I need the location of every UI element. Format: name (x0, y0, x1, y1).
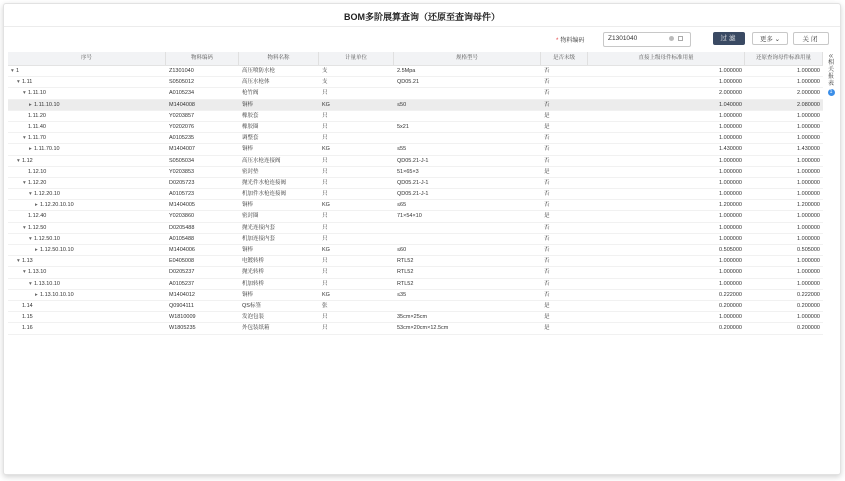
seq-text: 1.12.40 (28, 213, 47, 220)
cell-name: 机加转桥 (242, 280, 265, 287)
table-row[interactable] (8, 200, 823, 211)
expand-down-icon[interactable]: ▾ (17, 157, 20, 164)
cell-qty-parent: 1.000000 (719, 191, 742, 198)
cell-qty-parent: 1.000000 (719, 314, 742, 321)
cell-leaf: 是 (544, 112, 550, 119)
cell-spec (394, 234, 541, 244)
cell-qty-parent: 1.000000 (719, 112, 742, 119)
cell-seq (8, 234, 166, 244)
cell-qty-root: 1.000000 (797, 112, 820, 119)
cell-code: W1805235 (169, 325, 196, 332)
table-row[interactable] (8, 156, 823, 167)
cell-qty-parent: 1.000000 (719, 157, 742, 164)
cell-leaf: 否 (544, 291, 550, 298)
cell-name: 铜棒 (242, 101, 254, 108)
cell-seq (8, 77, 166, 87)
bom-query-window (3, 3, 841, 475)
cell-leaf: 否 (544, 68, 550, 74)
cell-code: Y0202076 (169, 123, 195, 130)
seq-text: 1.11 (22, 79, 33, 86)
cell-qty-parent: 0.505000 (719, 247, 742, 253)
header-col-seq[interactable]: 序号 (8, 52, 166, 65)
cell-code: A0105723 (169, 191, 195, 198)
cell-qty-root: 1.000000 (797, 269, 820, 276)
cell-unit: 只 (322, 213, 328, 220)
cell-name: 橡胶圈 (242, 123, 259, 130)
cell-leaf: 否 (544, 247, 550, 253)
cell-spec: QD05.21 (397, 79, 420, 86)
cell-unit: KG (322, 202, 330, 209)
cell-seq (8, 156, 166, 166)
cell-unit: 只 (322, 314, 328, 321)
cell-code: M1404005 (169, 202, 195, 209)
seq-text: 1.13.10.10 (34, 280, 60, 287)
seq-text: 1.12 (22, 157, 33, 164)
cell-qty-root: 1.000000 (797, 258, 820, 265)
cell-qty-parent: 1.430000 (719, 146, 742, 153)
grid-header (8, 52, 823, 66)
cell-spec: 2.5Mpa (397, 68, 416, 74)
table-row[interactable] (8, 88, 823, 99)
cell-seq (8, 66, 166, 76)
cell-qty-root: 1.000000 (797, 191, 820, 198)
cell-leaf: 否 (544, 146, 550, 153)
cell-qty-root: 1.000000 (797, 68, 820, 74)
cell-leaf: 否 (544, 135, 550, 142)
header-col-spec[interactable]: 规格型号 (394, 52, 541, 65)
cell-qty-root: 1.000000 (797, 179, 820, 186)
cell-code: S0505012 (169, 79, 195, 86)
cell-spec (394, 133, 541, 143)
cell-seq (8, 200, 166, 210)
collapse-left-icon[interactable]: « (828, 51, 834, 60)
cell-leaf: 否 (544, 191, 550, 198)
cell-qty-root: 1.000000 (797, 79, 820, 86)
table-row[interactable] (8, 77, 823, 88)
cell-unit: 只 (322, 112, 328, 119)
cell-unit: KG (322, 101, 330, 108)
expand-right-icon[interactable]: ▸ (29, 146, 32, 153)
cell-seq (8, 111, 166, 121)
cell-spec: ≤60 (397, 247, 407, 253)
cell-code: Y0203857 (169, 112, 195, 119)
cell-spec: ≤35 (397, 291, 407, 298)
related-reports-char: 相 (827, 60, 834, 66)
seq-text: 1.11.70 (28, 135, 46, 142)
seq-text: 1.11.20 (28, 112, 46, 119)
cell-name: 机加连接内套 (242, 235, 276, 242)
cell-spec: 5x21 (397, 123, 409, 130)
cell-qty-parent: 1.000000 (719, 235, 742, 242)
cell-code: D0205488 (169, 224, 195, 231)
cell-name: 高压喷防水枪 (242, 68, 276, 74)
header-col-unit[interactable]: 计量单位 (319, 52, 394, 65)
cell-name: 铜棒 (242, 291, 254, 298)
cell-spec: RTL52 (397, 280, 414, 287)
cell-unit: 只 (322, 258, 328, 265)
seq-text: 1.13.10 (28, 269, 47, 276)
seq-text: 1.11.40 (28, 123, 46, 130)
cell-unit: 只 (322, 325, 328, 332)
seq-text: 1.12.20.10 (34, 191, 60, 198)
seq-text: 1.13 (22, 258, 33, 265)
cell-spec: QD05.21-J-1 (397, 179, 429, 186)
expand-down-icon[interactable]: ▾ (23, 135, 26, 142)
cell-name: 机加件水枪连接阀 (242, 191, 287, 198)
cell-leaf: 否 (544, 258, 550, 265)
cell-seq (8, 279, 166, 289)
cell-qty-parent: 1.000000 (719, 258, 742, 265)
cell-code: A0105234 (169, 90, 195, 97)
cell-leaf: 否 (544, 224, 550, 231)
cell-qty-parent: 1.000000 (719, 280, 742, 287)
cell-seq (8, 178, 166, 188)
cell-leaf: 否 (544, 90, 550, 97)
cell-qty-parent: 1.000000 (719, 269, 742, 276)
expand-down-icon[interactable]: ▾ (17, 258, 20, 265)
cell-qty-root: 1.000000 (797, 157, 820, 164)
lookup-icon[interactable] (678, 36, 683, 41)
cell-unit: 只 (322, 191, 328, 198)
related-reports-badge: 1 (828, 89, 835, 96)
seq-text: 1.12.50 (28, 224, 47, 231)
cell-qty-root: 1.430000 (797, 146, 820, 153)
cell-spec: 53cm×20cm×12.5cm (397, 325, 449, 332)
table-row[interactable] (8, 223, 823, 234)
cell-name: 铜棒 (242, 202, 254, 209)
cell-qty-parent: 0.200000 (719, 325, 742, 332)
seq-text: 1.12.50.10 (34, 235, 60, 242)
table-row[interactable] (8, 234, 823, 245)
cell-name: 铜棒 (242, 146, 254, 153)
expand-down-icon[interactable]: ▾ (29, 280, 32, 287)
cell-unit: 只 (322, 168, 328, 175)
cell-qty-root: 1.000000 (797, 123, 820, 130)
cell-leaf: 是 (544, 325, 550, 332)
cell-unit: KG (322, 247, 330, 253)
cell-spec (394, 111, 541, 121)
cell-name: 密封圈 (242, 213, 259, 220)
cell-qty-parent: 0.200000 (719, 302, 742, 309)
cell-name: 枪竹阀 (242, 90, 259, 97)
cell-qty-root: 1.000000 (797, 235, 820, 242)
table-row[interactable] (8, 167, 823, 178)
title-divider (4, 26, 840, 27)
cell-qty-parent: 2.000000 (719, 90, 742, 97)
cell-code: A0105235 (169, 135, 195, 142)
table-row[interactable] (8, 256, 823, 267)
cell-code: W1810009 (169, 314, 196, 321)
table-row[interactable] (8, 279, 823, 290)
expand-down-icon[interactable]: ▾ (23, 224, 26, 231)
cell-spec: QD05.21-J-1 (397, 191, 429, 198)
cell-name: 高压水枪体 (242, 79, 270, 86)
table-row[interactable] (8, 111, 823, 122)
cell-seq (8, 144, 166, 154)
related-reports-panel[interactable] (824, 52, 838, 112)
cell-name: 调整套 (242, 135, 259, 142)
cell-spec: 71×54×10 (397, 213, 422, 220)
cell-qty-root: 1.000000 (797, 213, 820, 220)
cell-seq (8, 167, 166, 177)
seq-text: 1.11.10 (28, 90, 46, 97)
cell-qty-parent: 1.040000 (719, 101, 742, 108)
cell-qty-root: 2.000000 (797, 90, 820, 97)
seq-text: 1.11.70.10 (34, 146, 60, 153)
cell-unit: 只 (322, 90, 328, 97)
table-row[interactable] (8, 178, 823, 189)
seq-text: 1.12.10 (28, 168, 47, 175)
table-row[interactable] (8, 211, 823, 222)
cell-unit: 只 (322, 179, 328, 186)
cell-qty-parent: 1.000000 (719, 179, 742, 186)
table-row[interactable] (8, 323, 823, 334)
seq-text: 1.12.50.10.10 (40, 247, 74, 253)
cell-seq (8, 100, 166, 110)
cell-unit: 只 (322, 224, 328, 231)
cell-qty-root: 0.222000 (797, 291, 820, 298)
related-reports-char: 关 (827, 67, 834, 73)
table-row[interactable] (8, 144, 823, 155)
material-code-label (556, 35, 584, 44)
cell-qty-root: 1.000000 (797, 280, 820, 287)
cell-qty-parent: 1.000000 (719, 135, 742, 142)
filter-button[interactable]: 过滤 (713, 32, 745, 45)
cell-seq (8, 211, 166, 221)
cell-leaf: 否 (544, 280, 550, 287)
cell-code: D0205723 (169, 179, 195, 186)
cell-name: 橡胶套 (242, 112, 259, 119)
cell-unit: 支 (322, 79, 328, 86)
expand-right-icon[interactable]: ▸ (35, 291, 38, 298)
cell-spec (394, 88, 541, 98)
cell-code: S0505034 (169, 157, 195, 164)
cell-name: 铜棒 (242, 247, 254, 253)
cell-seq (8, 223, 166, 233)
cell-code: M1404006 (169, 247, 195, 253)
cell-spec: ≤50 (397, 101, 407, 108)
cell-seq (8, 133, 166, 143)
cell-code: M1404008 (169, 101, 195, 108)
seq-text: 1.13.10.10.10 (40, 291, 74, 298)
cell-name: 外包装纸箱 (242, 325, 270, 332)
cell-spec: QD05.21-J-1 (397, 157, 429, 164)
cell-leaf: 是 (544, 168, 550, 175)
expand-down-icon[interactable]: ▾ (23, 179, 26, 186)
cell-qty-root: 1.200000 (797, 202, 820, 209)
cell-seq (8, 301, 166, 311)
cell-leaf: 是 (544, 123, 550, 130)
seq-text: 1 (16, 68, 20, 74)
material-code-value: Z1301040 (608, 35, 638, 42)
cell-name: 抛光连接内套 (242, 224, 276, 231)
cell-qty-parent: 1.000000 (719, 123, 742, 130)
expand-right-icon[interactable]: ▸ (29, 101, 32, 108)
cell-qty-root: 1.000000 (797, 168, 820, 175)
cell-name: 发泡包装 (242, 314, 265, 321)
material-code-input[interactable] (603, 32, 691, 47)
seq-text: 1.15 (22, 314, 33, 321)
cell-spec: RTL52 (397, 258, 414, 265)
cell-qty-root: 0.200000 (797, 302, 820, 309)
more-button-label: 更多 (759, 36, 773, 43)
table-row[interactable] (8, 189, 823, 200)
cell-leaf: 是 (544, 314, 550, 321)
cell-unit: 张 (322, 302, 328, 309)
cell-seq (8, 122, 166, 132)
cell-leaf: 否 (544, 101, 550, 108)
table-row[interactable] (8, 245, 823, 256)
cell-unit: 支 (322, 68, 328, 74)
expand-down-icon[interactable]: ▾ (23, 269, 26, 276)
expand-down-icon[interactable]: ▾ (29, 235, 32, 242)
cell-qty-parent: 1.000000 (719, 168, 742, 175)
cell-spec: RTL52 (397, 269, 414, 276)
cell-name: 抛光转桥 (242, 269, 265, 276)
cell-qty-parent: 1.200000 (719, 202, 742, 209)
expand-down-icon[interactable]: ▾ (23, 90, 26, 97)
cell-code: Z1301040 (169, 68, 194, 74)
cell-code: M1404012 (169, 291, 195, 298)
material-code-label-text: 物料编码 (560, 38, 585, 44)
table-row[interactable] (8, 133, 823, 144)
header-col-code[interactable]: 物料编码 (166, 52, 239, 65)
header-col-name[interactable]: 物料名称 (239, 52, 319, 65)
header-col-qty-root[interactable]: 还原查询母件标准用量 (745, 52, 823, 65)
cell-code: E0405008 (169, 258, 195, 265)
cell-qty-root: 1.000000 (797, 224, 820, 231)
clear-icon[interactable] (669, 36, 674, 41)
cell-qty-parent: 1.000000 (719, 79, 742, 86)
table-row[interactable] (8, 312, 823, 323)
cell-seq (8, 323, 166, 333)
cell-spec: ≤65 (397, 202, 407, 209)
cell-qty-root: 0.505000 (797, 247, 820, 253)
cell-code: D0205237 (169, 269, 195, 276)
more-button[interactable] (752, 32, 788, 45)
cell-unit: 只 (322, 123, 328, 130)
cell-leaf: 是 (544, 302, 550, 309)
expand-right-icon[interactable]: ▸ (35, 247, 38, 253)
related-reports-label (824, 60, 838, 88)
cell-code: Y0203860 (169, 213, 195, 220)
cell-seq (8, 245, 166, 255)
expand-down-icon[interactable]: ▾ (29, 191, 32, 198)
seq-text: 1.12.20 (28, 179, 47, 186)
cell-qty-root: 0.200000 (797, 325, 820, 332)
cell-spec: 51×65×3 (397, 168, 419, 175)
filter-bar (4, 32, 840, 48)
bom-grid (8, 52, 823, 335)
cell-seq (8, 189, 166, 199)
cell-leaf: 否 (544, 79, 550, 86)
chevron-down-icon: ⌄ (774, 36, 781, 43)
close-button[interactable]: 关闭 (793, 32, 829, 45)
cell-spec (394, 223, 541, 233)
seq-text: 1.12.20.10.10 (40, 202, 74, 209)
required-marker: * (556, 38, 559, 44)
cell-qty-root: 2.080000 (797, 101, 820, 108)
cell-leaf: 否 (544, 179, 550, 186)
cell-code: A0105237 (169, 280, 195, 287)
expand-right-icon[interactable]: ▸ (35, 202, 38, 209)
cell-qty-parent: 1.000000 (719, 68, 742, 74)
table-row[interactable] (8, 100, 823, 111)
table-row[interactable] (8, 290, 823, 301)
cell-spec (394, 301, 541, 311)
cell-code: A0105488 (169, 235, 195, 242)
page-title: BOM多阶展算查询（还原至查询母件） (344, 12, 500, 22)
related-reports-char: 表 (827, 81, 834, 87)
cell-qty-parent: 0.222000 (719, 291, 742, 298)
cell-spec: ≤55 (397, 146, 407, 153)
cell-unit: 只 (322, 269, 328, 276)
cell-seq (8, 256, 166, 266)
cell-spec: 35cm×25cm (397, 314, 428, 321)
cell-qty-parent: 1.000000 (719, 213, 742, 220)
cell-unit: 只 (322, 135, 328, 142)
cell-unit: 只 (322, 235, 328, 242)
cell-name: 密封垫 (242, 168, 259, 175)
grid-body (8, 66, 823, 335)
cell-unit: 只 (322, 157, 328, 164)
table-row[interactable] (8, 122, 823, 133)
cell-qty-root: 1.000000 (797, 314, 820, 321)
cell-seq (8, 312, 166, 322)
cell-code: M1404007 (169, 146, 195, 153)
cell-leaf: 否 (544, 235, 550, 242)
cell-name: QS标签 (242, 302, 261, 309)
cell-name: 高压水枪连接阀 (242, 157, 281, 164)
cell-seq (8, 267, 166, 277)
header-col-qty-parent[interactable]: 直接上级母件标准用量 (588, 52, 745, 65)
expand-down-icon[interactable]: ▾ (17, 79, 20, 86)
cell-code: Y0203853 (169, 168, 195, 175)
cell-code: Q0904111 (169, 302, 194, 309)
cell-seq (8, 88, 166, 98)
cell-leaf: 否 (544, 269, 550, 276)
cell-leaf: 否 (544, 157, 550, 164)
cell-leaf: 否 (544, 202, 550, 209)
cell-unit: KG (322, 146, 330, 153)
cell-qty-root: 1.000000 (797, 135, 820, 142)
cell-qty-parent: 1.000000 (719, 224, 742, 231)
table-row[interactable] (8, 66, 823, 77)
cell-seq (8, 290, 166, 300)
table-row[interactable] (8, 267, 823, 278)
header-col-leaf[interactable]: 是否末级 (541, 52, 588, 65)
seq-text: 1.11.10.10 (34, 101, 60, 108)
seq-text: 1.16 (22, 325, 33, 332)
cell-unit: 只 (322, 280, 328, 287)
cell-name: 电镀转桥 (242, 258, 265, 265)
seq-text: 1.14 (22, 302, 33, 309)
cell-unit: KG (322, 291, 330, 298)
cell-name: 抛光件水枪连接阀 (242, 179, 287, 186)
cell-leaf: 是 (544, 213, 550, 220)
table-row[interactable] (8, 301, 823, 312)
expand-down-icon[interactable]: ▾ (11, 68, 14, 74)
related-reports-char: 报 (827, 74, 834, 80)
